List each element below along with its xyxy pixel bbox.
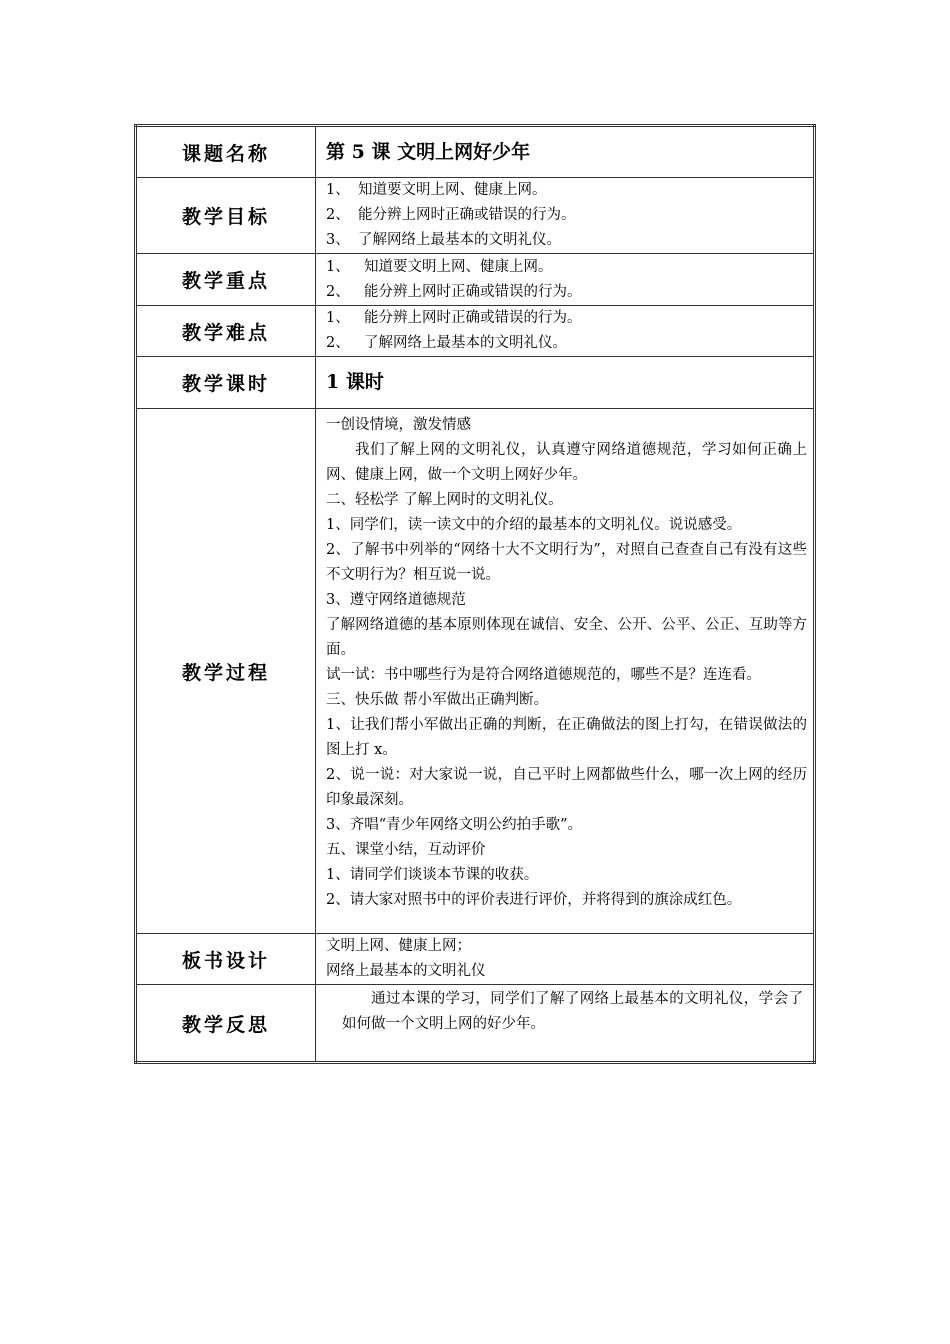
key-point-number: 2、 xyxy=(326,283,350,300)
difficulty-number: 2、 xyxy=(326,335,350,351)
goal-text: 知道要文明上网、健康上网。 xyxy=(358,182,547,198)
teaching-reflection-content xyxy=(316,985,815,1063)
difficulties-content xyxy=(316,306,815,357)
goal-number: 2、 xyxy=(326,207,350,223)
process-line: 3、齐唱“青少年网络文明公约拍手歌”。 xyxy=(326,817,583,833)
row-teaching-reflection xyxy=(136,985,815,1063)
row-teaching-process xyxy=(136,409,815,934)
process-line: 2、请大家对照书中的评价表进行评价，并将得到的旗涂成红色。 xyxy=(326,892,742,908)
goal-item xyxy=(326,203,807,228)
key-point-item xyxy=(326,255,807,280)
row-lesson-title xyxy=(136,126,815,178)
row-board-design xyxy=(136,934,815,985)
row-class-hours xyxy=(136,357,815,409)
goal-text: 了解网络上最基本的文明礼仪。 xyxy=(358,232,561,248)
process-line: 3、遵守网络道德规范 xyxy=(326,592,466,608)
label-teaching-process: 教学过程 xyxy=(136,409,316,934)
process-line: 1、请同学们谈谈本节课的收获。 xyxy=(326,867,539,883)
key-point-text: 知道要文明上网、健康上网。 xyxy=(364,258,553,275)
process-line: 2、了解书中列举的“网络十大不文明行为”，对照自己查查自己有没有这些不文明行为？相互说一说。 xyxy=(326,542,807,583)
label-key-points: 教学重点 xyxy=(136,254,316,306)
row-teaching-goals xyxy=(136,178,815,254)
reflection-text: 通过本课的学习，同学们了解了网络上最基本的文明礼仪，学会了如何做一个文明上网的好少年。 xyxy=(342,991,803,1032)
difficulty-text: 了解网络上最基本的文明礼仪。 xyxy=(364,335,567,351)
reflection-text-wrap xyxy=(316,985,807,1061)
difficulty-item xyxy=(326,306,807,331)
row-key-points xyxy=(136,254,815,306)
board-line: 网络上最基本的文明礼仪 xyxy=(326,963,486,979)
teaching-goals-content xyxy=(316,178,815,254)
goal-number: 3、 xyxy=(326,232,350,248)
teaching-process-content xyxy=(316,409,815,934)
label-teaching-reflection: 教学反思 xyxy=(136,985,316,1063)
process-line: 二、轻松学 了解上网时的文明礼仪。 xyxy=(326,492,563,508)
goal-item xyxy=(326,178,807,203)
process-line: 五、课堂小结，互动评价 xyxy=(326,842,486,858)
label-class-hours: 教学课时 xyxy=(136,357,316,409)
label-board-design: 板书设计 xyxy=(136,934,316,985)
goal-item xyxy=(326,228,807,253)
class-hours-value: 1 课时 xyxy=(316,357,815,409)
process-lines xyxy=(326,409,807,933)
label-difficulties: 教学难点 xyxy=(136,306,316,357)
board-line: 文明上网、健康上网； xyxy=(326,938,471,954)
difficulty-number: 1、 xyxy=(326,310,350,326)
process-line: 1、让我们帮小军做出正确的判断，在正确做法的图上打勾，在错误做法的图上打 x。 xyxy=(326,717,807,758)
label-lesson-title: 课题名称 xyxy=(136,126,316,178)
key-point-text: 能分辨上网时正确或错误的行为。 xyxy=(364,283,582,300)
key-points-content xyxy=(316,254,815,306)
key-point-item xyxy=(326,280,807,305)
label-teaching-goals: 教学目标 xyxy=(136,178,316,254)
goal-number: 1、 xyxy=(326,182,350,198)
difficulty-item xyxy=(326,331,807,356)
key-point-number: 1、 xyxy=(326,258,350,275)
process-line: 了解网络道德的基本原则体现在诚信、安全、公开、公平、公正、互助等方面。 xyxy=(326,617,807,658)
lesson-plan-table xyxy=(134,124,816,1064)
lesson-title-value: 第 5 课 文明上网好少年 xyxy=(316,126,815,178)
process-line: 三、快乐做 帮小军做出正确判断。 xyxy=(326,692,549,708)
board-design-content xyxy=(316,934,815,985)
goal-text: 能分辨上网时正确或错误的行为。 xyxy=(358,207,576,223)
process-line: 2、说一说：对大家说一说，自己平时上网都做些什么，哪一次上网的经历印象最深刻。 xyxy=(326,767,807,808)
process-line: 1、同学们，读一读文中的介绍的最基本的文明礼仪。说说感受。 xyxy=(326,517,742,533)
row-difficulties xyxy=(136,306,815,357)
difficulty-text: 能分辨上网时正确或错误的行为。 xyxy=(364,310,582,326)
process-line: 我们了解上网的文明礼仪，认真遵守网络道德规范，学习如何正确上网、健康上网，做一个文明上网好少年。 xyxy=(326,442,807,483)
process-line: 试一试：书中哪些行为是符合网络道德规范的，哪些不是？连连看。 xyxy=(326,667,761,683)
process-line: 一创设情境，激发情感 xyxy=(326,417,471,433)
